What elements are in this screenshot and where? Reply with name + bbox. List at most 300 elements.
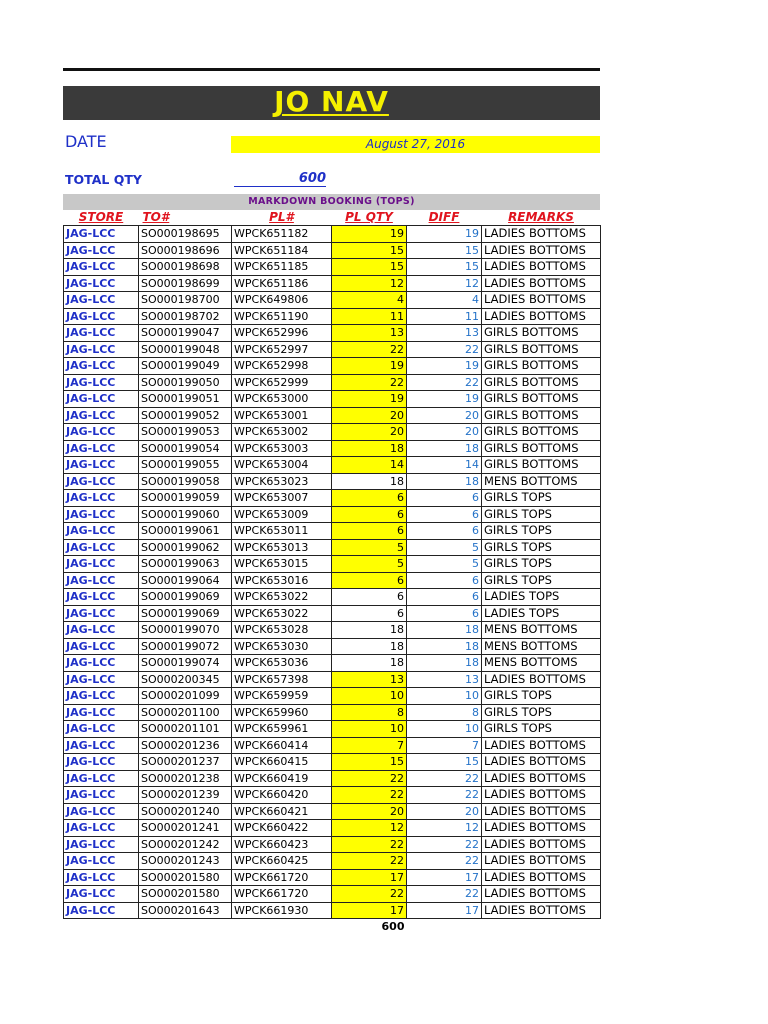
cell-pl[interactable]: WPCK661930	[232, 902, 332, 919]
grand-total: 600	[381, 920, 405, 933]
cell-remarks[interactable]: LADIES TOPS	[482, 589, 601, 606]
cell-diff[interactable]: 22	[407, 787, 482, 804]
cell-to[interactable]: SO000201580	[139, 869, 232, 886]
cell-pl-qty[interactable]: 17	[332, 869, 407, 886]
cell-remarks[interactable]: LADIES BOTTOMS	[482, 292, 601, 309]
cell-pl-qty[interactable]: 18	[332, 655, 407, 672]
cell-pl-qty[interactable]: 18	[332, 440, 407, 457]
cell-to[interactable]: SO000198696	[139, 242, 232, 259]
cell-store[interactable]: JAG-LCC	[64, 886, 139, 903]
table-row	[64, 391, 601, 408]
cell-diff[interactable]: 18	[407, 622, 482, 639]
cell-remarks[interactable]: GIRLS BOTTOMS	[482, 391, 601, 408]
cell-pl[interactable]: WPCK653013	[232, 539, 332, 556]
cell-store[interactable]: JAG-LCC	[64, 902, 139, 919]
cell-pl[interactable]: WPCK653036	[232, 655, 332, 672]
cell-store[interactable]: JAG-LCC	[64, 655, 139, 672]
cell-diff[interactable]: 20	[407, 407, 482, 424]
cell-diff[interactable]: 22	[407, 853, 482, 870]
cell-to[interactable]: SO000199048	[139, 341, 232, 358]
table-row	[64, 407, 601, 424]
cell-pl-qty[interactable]: 18	[332, 622, 407, 639]
cell-store[interactable]: JAG-LCC	[64, 787, 139, 804]
cell-pl-qty[interactable]: 22	[332, 886, 407, 903]
table-row	[64, 688, 601, 705]
cell-diff[interactable]: 15	[407, 259, 482, 276]
cell-store[interactable]: JAG-LCC	[64, 440, 139, 457]
cell-pl-qty[interactable]: 17	[332, 902, 407, 919]
cell-to[interactable]: SO000199074	[139, 655, 232, 672]
cell-store[interactable]: JAG-LCC	[64, 391, 139, 408]
table-row	[64, 259, 601, 276]
cell-pl[interactable]: WPCK651184	[232, 242, 332, 259]
cell-remarks[interactable]: GIRLS TOPS	[482, 523, 601, 540]
cell-store[interactable]: JAG-LCC	[64, 836, 139, 853]
cell-pl[interactable]: WPCK653030	[232, 638, 332, 655]
cell-to[interactable]: SO000198700	[139, 292, 232, 309]
table-row	[64, 704, 601, 721]
cell-to[interactable]: SO000199059	[139, 490, 232, 507]
cell-pl[interactable]: WPCK660415	[232, 754, 332, 771]
cell-remarks[interactable]: GIRLS BOTTOMS	[482, 325, 601, 342]
cell-pl[interactable]: WPCK651190	[232, 308, 332, 325]
cell-pl[interactable]: WPCK653002	[232, 424, 332, 441]
cell-diff[interactable]: 18	[407, 473, 482, 490]
cell-pl[interactable]: WPCK653003	[232, 440, 332, 457]
cell-pl-qty[interactable]: 6	[332, 605, 407, 622]
cell-remarks[interactable]: LADIES BOTTOMS	[482, 671, 601, 688]
cell-remarks[interactable]: GIRLS BOTTOMS	[482, 440, 601, 457]
cell-to[interactable]: SO000199062	[139, 539, 232, 556]
cell-remarks[interactable]: GIRLS BOTTOMS	[482, 341, 601, 358]
cell-store[interactable]: JAG-LCC	[64, 869, 139, 886]
cell-store[interactable]: JAG-LCC	[64, 721, 139, 738]
cell-remarks[interactable]: LADIES BOTTOMS	[482, 737, 601, 754]
table-row	[64, 539, 601, 556]
cell-diff[interactable]: 6	[407, 605, 482, 622]
cell-pl-qty[interactable]: 5	[332, 539, 407, 556]
cell-store[interactable]: JAG-LCC	[64, 556, 139, 573]
cell-remarks[interactable]: GIRLS TOPS	[482, 704, 601, 721]
cell-pl-qty[interactable]: 20	[332, 407, 407, 424]
cell-remarks[interactable]: MENS BOTTOMS	[482, 622, 601, 639]
table-row	[64, 622, 601, 639]
cell-to[interactable]: SO000198702	[139, 308, 232, 325]
cell-pl-qty[interactable]: 19	[332, 226, 407, 243]
table-row	[64, 523, 601, 540]
table-row	[64, 886, 601, 903]
cell-store[interactable]: JAG-LCC	[64, 292, 139, 309]
cell-pl-qty[interactable]: 6	[332, 523, 407, 540]
cell-diff[interactable]: 18	[407, 440, 482, 457]
cell-pl[interactable]: WPCK653009	[232, 506, 332, 523]
cell-remarks[interactable]: GIRLS TOPS	[482, 506, 601, 523]
cell-to[interactable]: SO000199063	[139, 556, 232, 573]
cell-diff[interactable]: 6	[407, 572, 482, 589]
cell-diff[interactable]: 22	[407, 374, 482, 391]
table-row	[64, 638, 601, 655]
cell-pl-qty[interactable]: 8	[332, 704, 407, 721]
cell-pl-qty[interactable]: 18	[332, 638, 407, 655]
table-body	[64, 226, 601, 919]
cell-remarks[interactable]: GIRLS TOPS	[482, 688, 601, 705]
cell-to[interactable]: SO000201238	[139, 770, 232, 787]
cell-diff[interactable]: 19	[407, 226, 482, 243]
date-label: DATE	[65, 132, 107, 151]
cell-pl[interactable]: WPCK659960	[232, 704, 332, 721]
cell-remarks[interactable]: MENS BOTTOMS	[482, 638, 601, 655]
cell-diff[interactable]: 7	[407, 737, 482, 754]
cell-pl[interactable]: WPCK653016	[232, 572, 332, 589]
cell-pl-qty[interactable]: 22	[332, 374, 407, 391]
cell-pl-qty[interactable]: 11	[332, 308, 407, 325]
top-rule	[63, 68, 600, 71]
cell-remarks[interactable]: GIRLS BOTTOMS	[482, 407, 601, 424]
cell-pl[interactable]: WPCK660421	[232, 803, 332, 820]
cell-pl-qty[interactable]: 10	[332, 721, 407, 738]
table-row	[64, 754, 601, 771]
cell-pl[interactable]: WPCK660419	[232, 770, 332, 787]
cell-to[interactable]: SO000199070	[139, 622, 232, 639]
cell-to[interactable]: SO000199047	[139, 325, 232, 342]
table-row	[64, 308, 601, 325]
cell-to[interactable]: SO000199061	[139, 523, 232, 540]
cell-pl-qty[interactable]: 5	[332, 556, 407, 573]
cell-pl[interactable]: WPCK661720	[232, 869, 332, 886]
cell-store[interactable]: JAG-LCC	[64, 374, 139, 391]
cell-diff[interactable]: 8	[407, 704, 482, 721]
column-header-pl-qty[interactable]: PL QTY	[345, 210, 393, 224]
cell-pl-qty[interactable]: 22	[332, 770, 407, 787]
cell-store[interactable]: JAG-LCC	[64, 523, 139, 540]
cell-pl[interactable]: WPCK653023	[232, 473, 332, 490]
cell-store[interactable]: JAG-LCC	[64, 490, 139, 507]
cell-remarks[interactable]: GIRLS TOPS	[482, 572, 601, 589]
cell-pl-qty[interactable]: 7	[332, 737, 407, 754]
cell-diff[interactable]: 6	[407, 589, 482, 606]
table-row	[64, 572, 601, 589]
column-header-store[interactable]: STORE	[78, 210, 124, 224]
cell-pl[interactable]: WPCK653011	[232, 523, 332, 540]
cell-pl[interactable]: WPCK652999	[232, 374, 332, 391]
cell-store[interactable]: JAG-LCC	[64, 803, 139, 820]
cell-pl-qty[interactable]: 19	[332, 391, 407, 408]
cell-diff[interactable]: 17	[407, 902, 482, 919]
title-bar	[63, 86, 600, 120]
cell-to[interactable]: SO000201241	[139, 820, 232, 837]
table-row	[64, 473, 601, 490]
cell-diff[interactable]: 5	[407, 539, 482, 556]
cell-store[interactable]: JAG-LCC	[64, 325, 139, 342]
cell-to[interactable]: SO000199053	[139, 424, 232, 441]
cell-pl[interactable]: WPCK651182	[232, 226, 332, 243]
cell-pl-qty[interactable]: 10	[332, 688, 407, 705]
table-header-row	[64, 210, 601, 226]
table-row	[64, 325, 601, 342]
table-row	[64, 820, 601, 837]
table-row	[64, 242, 601, 259]
cell-store[interactable]: JAG-LCC	[64, 688, 139, 705]
table-row	[64, 787, 601, 804]
cell-to[interactable]: SO000198699	[139, 275, 232, 292]
cell-store[interactable]: JAG-LCC	[64, 622, 139, 639]
cell-diff[interactable]: 18	[407, 638, 482, 655]
cell-pl[interactable]: WPCK660422	[232, 820, 332, 837]
cell-remarks[interactable]: LADIES BOTTOMS	[482, 869, 601, 886]
cell-pl-qty[interactable]: 20	[332, 803, 407, 820]
cell-store[interactable]: JAG-LCC	[64, 853, 139, 870]
cell-to[interactable]: SO000199072	[139, 638, 232, 655]
column-header-remarks[interactable]: REMARKS	[508, 210, 574, 224]
cell-to[interactable]: SO000198695	[139, 226, 232, 243]
cell-diff[interactable]: 22	[407, 836, 482, 853]
cell-pl[interactable]: WPCK653022	[232, 605, 332, 622]
cell-to[interactable]: SO000201242	[139, 836, 232, 853]
cell-pl-qty[interactable]: 19	[332, 358, 407, 375]
cell-to[interactable]: SO000199052	[139, 407, 232, 424]
cell-pl[interactable]: WPCK653022	[232, 589, 332, 606]
cell-pl-qty[interactable]: 4	[332, 292, 407, 309]
cell-remarks[interactable]: LADIES BOTTOMS	[482, 787, 601, 804]
cell-pl-qty[interactable]: 13	[332, 325, 407, 342]
table-row	[64, 836, 601, 853]
cell-store[interactable]: JAG-LCC	[64, 539, 139, 556]
cell-store[interactable]: JAG-LCC	[64, 671, 139, 688]
cell-to[interactable]: SO000199049	[139, 358, 232, 375]
section-banner: MARKDOWN BOOKING (TOPS)	[63, 194, 600, 210]
cell-to[interactable]: SO000199058	[139, 473, 232, 490]
cell-pl[interactable]: WPCK653007	[232, 490, 332, 507]
cell-diff[interactable]: 12	[407, 820, 482, 837]
cell-to[interactable]: SO000199055	[139, 457, 232, 474]
column-header-diff[interactable]: DIFF	[428, 210, 460, 224]
cell-pl-qty[interactable]: 18	[332, 473, 407, 490]
table-row	[64, 902, 601, 919]
cell-store[interactable]: JAG-LCC	[64, 308, 139, 325]
table-row	[64, 374, 601, 391]
cell-pl[interactable]: WPCK659959	[232, 688, 332, 705]
cell-store[interactable]: JAG-LCC	[64, 457, 139, 474]
cell-diff[interactable]: 4	[407, 292, 482, 309]
cell-remarks[interactable]: LADIES BOTTOMS	[482, 226, 601, 243]
cell-remarks[interactable]: LADIES BOTTOMS	[482, 275, 601, 292]
cell-pl-qty[interactable]: 22	[332, 853, 407, 870]
cell-pl[interactable]: WPCK649806	[232, 292, 332, 309]
cell-pl[interactable]: WPCK659961	[232, 721, 332, 738]
cell-pl[interactable]: WPCK661720	[232, 886, 332, 903]
cell-diff[interactable]: 13	[407, 671, 482, 688]
cell-to[interactable]: SO000201101	[139, 721, 232, 738]
cell-store[interactable]: JAG-LCC	[64, 704, 139, 721]
cell-pl[interactable]: WPCK660414	[232, 737, 332, 754]
cell-remarks[interactable]: LADIES BOTTOMS	[482, 259, 601, 276]
cell-diff[interactable]: 22	[407, 886, 482, 903]
table-row	[64, 341, 601, 358]
date-value[interactable]: August 27, 2016	[231, 136, 600, 153]
cell-store[interactable]: JAG-LCC	[64, 737, 139, 754]
cell-remarks[interactable]: GIRLS TOPS	[482, 490, 601, 507]
cell-remarks[interactable]: MENS BOTTOMS	[482, 473, 601, 490]
cell-diff[interactable]: 10	[407, 688, 482, 705]
cell-to[interactable]: SO000200345	[139, 671, 232, 688]
cell-pl-qty[interactable]: 6	[332, 506, 407, 523]
cell-pl[interactable]: WPCK651185	[232, 259, 332, 276]
cell-diff[interactable]: 22	[407, 341, 482, 358]
cell-diff[interactable]: 19	[407, 391, 482, 408]
cell-remarks[interactable]: GIRLS TOPS	[482, 556, 601, 573]
table-row	[64, 440, 601, 457]
cell-pl[interactable]: WPCK652997	[232, 341, 332, 358]
cell-store[interactable]: JAG-LCC	[64, 407, 139, 424]
cell-diff[interactable]: 17	[407, 869, 482, 886]
cell-remarks[interactable]: LADIES BOTTOMS	[482, 770, 601, 787]
cell-to[interactable]: SO000199051	[139, 391, 232, 408]
cell-pl-qty[interactable]: 12	[332, 820, 407, 837]
cell-pl-qty[interactable]: 13	[332, 671, 407, 688]
cell-to[interactable]: SO000201100	[139, 704, 232, 721]
cell-diff[interactable]: 15	[407, 754, 482, 771]
cell-remarks[interactable]: LADIES BOTTOMS	[482, 242, 601, 259]
cell-store[interactable]: JAG-LCC	[64, 226, 139, 243]
column-header-pl[interactable]: PL#	[269, 210, 294, 224]
cell-pl-qty[interactable]: 22	[332, 836, 407, 853]
cell-to[interactable]: SO000199069	[139, 605, 232, 622]
cell-remarks[interactable]: GIRLS BOTTOMS	[482, 457, 601, 474]
cell-to[interactable]: SO000201643	[139, 902, 232, 919]
cell-to[interactable]: SO000201099	[139, 688, 232, 705]
cell-to[interactable]: SO000201243	[139, 853, 232, 870]
cell-remarks[interactable]: LADIES TOPS	[482, 605, 601, 622]
cell-remarks[interactable]: LADIES BOTTOMS	[482, 836, 601, 853]
cell-to[interactable]: SO000199060	[139, 506, 232, 523]
cell-store[interactable]: JAG-LCC	[64, 638, 139, 655]
cell-diff[interactable]: 12	[407, 275, 482, 292]
total-qty-label: TOTAL QTY	[65, 172, 142, 187]
cell-store[interactable]: JAG-LCC	[64, 589, 139, 606]
cell-diff[interactable]: 6	[407, 490, 482, 507]
total-qty-value[interactable]: 600	[234, 171, 326, 187]
table-row	[64, 275, 601, 292]
table-row	[64, 506, 601, 523]
date-row	[63, 120, 600, 160]
cell-to[interactable]: SO000201239	[139, 787, 232, 804]
cell-remarks[interactable]: LADIES BOTTOMS	[482, 902, 601, 919]
cell-pl-qty[interactable]: 12	[332, 275, 407, 292]
cell-store[interactable]: JAG-LCC	[64, 820, 139, 837]
cell-pl[interactable]: WPCK651186	[232, 275, 332, 292]
cell-pl[interactable]: WPCK653028	[232, 622, 332, 639]
cell-diff[interactable]: 13	[407, 325, 482, 342]
cell-diff[interactable]: 5	[407, 556, 482, 573]
cell-pl[interactable]: WPCK653001	[232, 407, 332, 424]
cell-pl-qty[interactable]: 15	[332, 259, 407, 276]
cell-remarks[interactable]: MENS BOTTOMS	[482, 655, 601, 672]
cell-pl[interactable]: WPCK660423	[232, 836, 332, 853]
cell-store[interactable]: JAG-LCC	[64, 424, 139, 441]
cell-diff[interactable]: 6	[407, 523, 482, 540]
cell-store[interactable]: JAG-LCC	[64, 275, 139, 292]
cell-remarks[interactable]: LADIES BOTTOMS	[482, 803, 601, 820]
cell-to[interactable]: SO000201240	[139, 803, 232, 820]
cell-store[interactable]: JAG-LCC	[64, 770, 139, 787]
column-header-to[interactable]: TO#	[142, 210, 170, 224]
cell-store[interactable]: JAG-LCC	[64, 506, 139, 523]
cell-remarks[interactable]: LADIES BOTTOMS	[482, 308, 601, 325]
cell-pl[interactable]: WPCK657398	[232, 671, 332, 688]
cell-remarks[interactable]: GIRLS BOTTOMS	[482, 358, 601, 375]
cell-remarks[interactable]: GIRLS TOPS	[482, 721, 601, 738]
cell-pl-qty[interactable]: 22	[332, 341, 407, 358]
cell-pl-qty[interactable]: 15	[332, 242, 407, 259]
cell-diff[interactable]: 15	[407, 242, 482, 259]
cell-diff[interactable]: 10	[407, 721, 482, 738]
cell-diff[interactable]: 14	[407, 457, 482, 474]
cell-store[interactable]: JAG-LCC	[64, 242, 139, 259]
cell-remarks[interactable]: GIRLS TOPS	[482, 539, 601, 556]
cell-store[interactable]: JAG-LCC	[64, 605, 139, 622]
cell-pl[interactable]: WPCK660425	[232, 853, 332, 870]
cell-pl[interactable]: WPCK653015	[232, 556, 332, 573]
cell-diff[interactable]: 11	[407, 308, 482, 325]
cell-to[interactable]: SO000201237	[139, 754, 232, 771]
cell-store[interactable]: JAG-LCC	[64, 358, 139, 375]
cell-pl-qty[interactable]: 6	[332, 572, 407, 589]
total-qty-row	[63, 160, 600, 194]
cell-remarks[interactable]: LADIES BOTTOMS	[482, 886, 601, 903]
cell-to[interactable]: SO000199054	[139, 440, 232, 457]
table-row	[64, 424, 601, 441]
cell-remarks[interactable]: LADIES BOTTOMS	[482, 754, 601, 771]
table-row	[64, 605, 601, 622]
table-row	[64, 853, 601, 870]
cell-store[interactable]: JAG-LCC	[64, 473, 139, 490]
cell-remarks[interactable]: LADIES BOTTOMS	[482, 820, 601, 837]
cell-remarks[interactable]: GIRLS BOTTOMS	[482, 374, 601, 391]
cell-store[interactable]: JAG-LCC	[64, 259, 139, 276]
cell-pl-qty[interactable]: 6	[332, 589, 407, 606]
cell-pl[interactable]: WPCK653000	[232, 391, 332, 408]
cell-store[interactable]: JAG-LCC	[64, 572, 139, 589]
cell-to[interactable]: SO000201236	[139, 737, 232, 754]
table-row	[64, 671, 601, 688]
cell-to[interactable]: SO000198698	[139, 259, 232, 276]
cell-pl-qty[interactable]: 15	[332, 754, 407, 771]
cell-diff[interactable]: 6	[407, 506, 482, 523]
cell-remarks[interactable]: LADIES BOTTOMS	[482, 853, 601, 870]
cell-remarks[interactable]: GIRLS BOTTOMS	[482, 424, 601, 441]
cell-to[interactable]: SO000201580	[139, 886, 232, 903]
cell-diff[interactable]: 20	[407, 803, 482, 820]
cell-pl[interactable]: WPCK660420	[232, 787, 332, 804]
cell-pl[interactable]: WPCK652998	[232, 358, 332, 375]
cell-diff[interactable]: 18	[407, 655, 482, 672]
cell-store[interactable]: JAG-LCC	[64, 754, 139, 771]
cell-to[interactable]: SO000199050	[139, 374, 232, 391]
cell-pl-qty[interactable]: 14	[332, 457, 407, 474]
cell-to[interactable]: SO000199064	[139, 572, 232, 589]
cell-to[interactable]: SO000199069	[139, 589, 232, 606]
cell-pl-qty[interactable]: 22	[332, 787, 407, 804]
cell-pl-qty[interactable]: 6	[332, 490, 407, 507]
cell-diff[interactable]: 19	[407, 358, 482, 375]
cell-store[interactable]: JAG-LCC	[64, 341, 139, 358]
cell-pl[interactable]: WPCK653004	[232, 457, 332, 474]
cell-diff[interactable]: 22	[407, 770, 482, 787]
cell-pl[interactable]: WPCK652996	[232, 325, 332, 342]
cell-pl-qty[interactable]: 20	[332, 424, 407, 441]
cell-diff[interactable]: 20	[407, 424, 482, 441]
booking-table	[63, 210, 601, 919]
